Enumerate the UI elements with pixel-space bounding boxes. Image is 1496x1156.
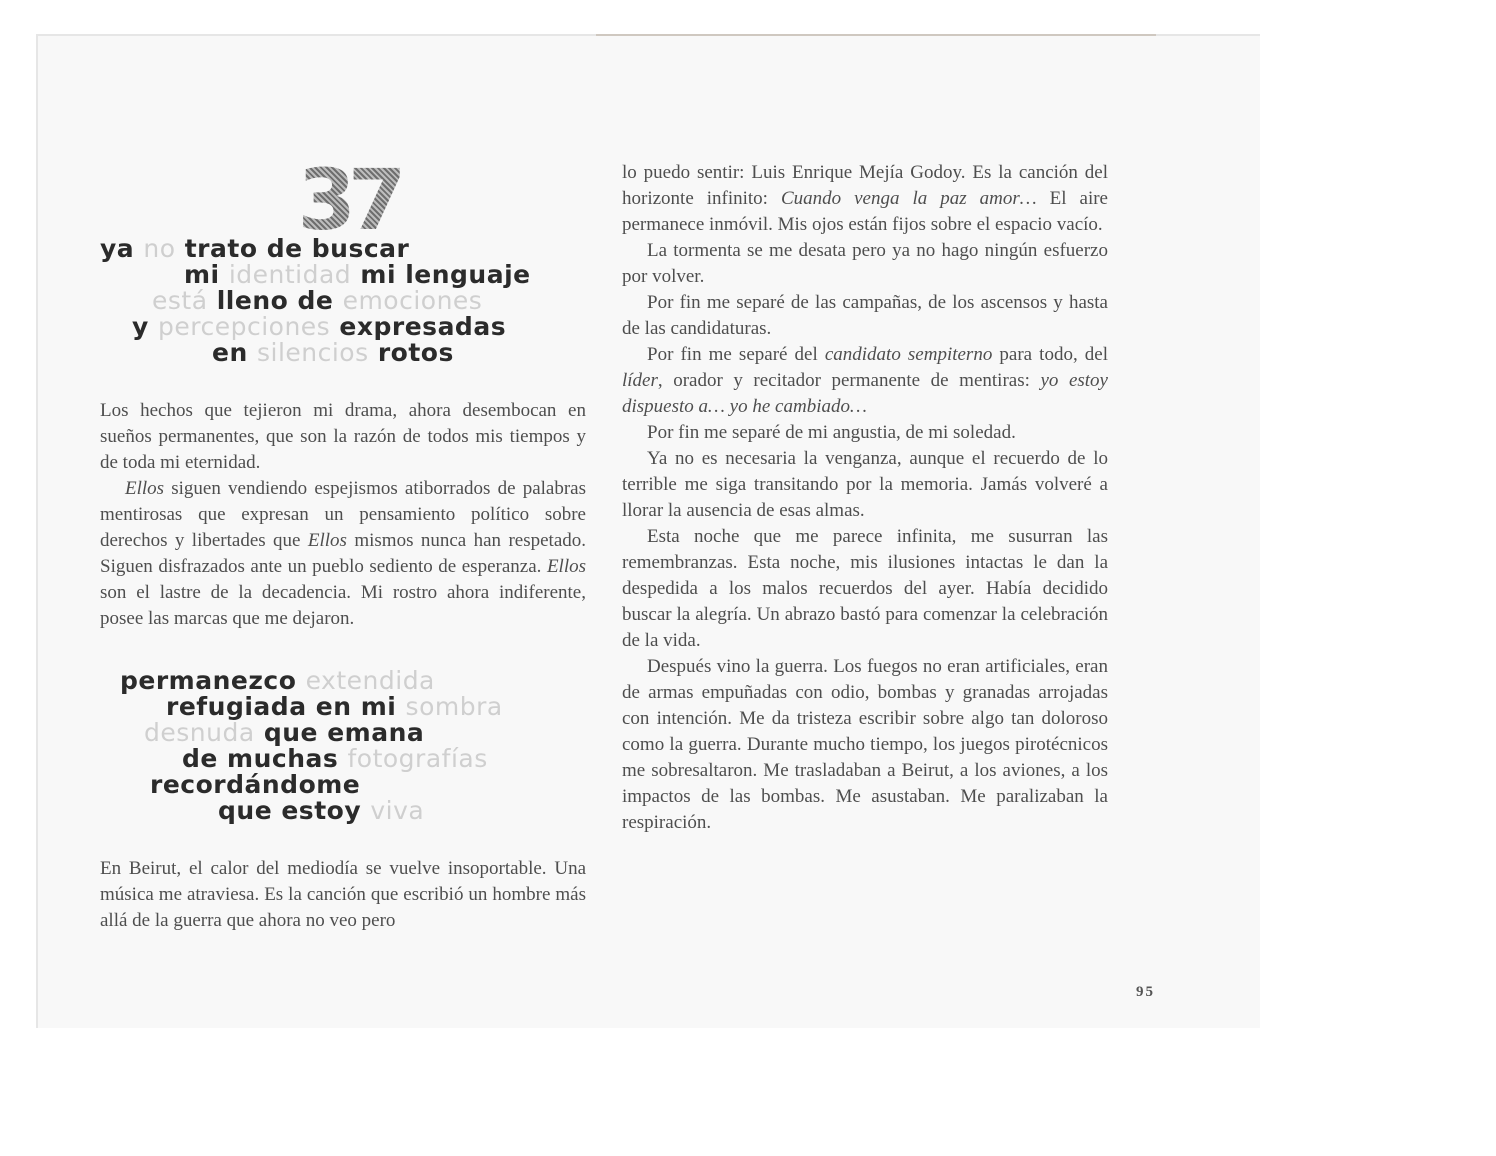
poem1-word: emociones	[342, 286, 483, 315]
text-run: Los hechos que tejieron mi drama, ahora desembocan en sueños permanentes, que son la razón de todos mis tiempos y de toda mi eternidad.	[100, 400, 586, 473]
poem1-word: y	[132, 312, 158, 341]
book-page	[36, 34, 1260, 1028]
left-prose	[100, 398, 586, 632]
poem2-word: permanezco	[120, 666, 306, 695]
poem1-word: expresadas	[330, 312, 507, 341]
poem2-line-1	[100, 668, 586, 694]
text-run: , orador y recitador permanente de mentiras:	[657, 370, 1041, 391]
poem1-word: identidad	[228, 260, 352, 289]
poem-stanza-2	[100, 668, 586, 824]
italic-text: Cuando venga la paz amor…	[780, 188, 1037, 209]
right-paragraph	[622, 446, 1108, 524]
text-run: Después vino la guerra. Los fuegos no eran artificiales, eran de armas empuñadas con odio, bombas y granadas arrojadas con intención. Me da tristeza escribir sobre algo tan doloroso como la guerra. Durante mucho tiempo, los juegos pirotécnicos me sobresaltaron. Me trasladaban a Beirut, a los aviones, a los impactos de las bombas. Me asustaban. Me paralizaban la respiración.	[622, 656, 1108, 833]
poem2-word: refugiada en mi	[166, 692, 406, 721]
right-paragraph	[622, 654, 1108, 836]
text-run: En Beirut, el calor del mediodía se vuelve insoportable. Una música me atraviesa. Es la canción que escribió un hombre más allá de la guerra que ahora no veo pero	[100, 858, 586, 931]
poem2-line-2	[100, 694, 586, 720]
poem1-word: ya	[100, 234, 144, 263]
poem2-word: viva	[370, 796, 425, 825]
right-paragraph	[622, 420, 1108, 446]
poem1-word: percepciones	[158, 312, 331, 341]
poem2-word: extendida	[305, 666, 435, 695]
chapter-number: 37	[228, 160, 468, 240]
left-column	[100, 151, 586, 934]
text-run: Por fin me separé de las campañas, de los ascensos y hasta de las candidaturas.	[622, 292, 1108, 339]
left-prose-2	[100, 856, 586, 934]
poem2-line-6	[100, 798, 586, 824]
poem2-word: fotografías	[347, 744, 488, 773]
text-run: El aire permanece inmóvil. Mis ojos están fijos sobre el espacio vacío.	[622, 188, 1108, 235]
poem2-line-5	[100, 772, 586, 798]
poem2-word: recordándome	[150, 770, 361, 799]
italic-text: Ellos	[125, 478, 165, 499]
poem2-line-4	[100, 746, 586, 772]
poem1-word: lleno de	[207, 286, 343, 315]
right-paragraph	[622, 290, 1108, 342]
right-paragraph	[622, 342, 1108, 420]
poem-stanza-1	[100, 236, 586, 366]
italic-text: candidato sempiterno	[824, 344, 993, 365]
poem1-word: rotos	[368, 338, 454, 367]
poem2-word: desnuda	[144, 718, 255, 747]
poem1-word: trato de buscar	[175, 234, 410, 263]
text-run: Por fin me separé del	[647, 344, 825, 365]
right-paragraph	[622, 524, 1108, 654]
left-paragraph	[100, 476, 586, 632]
text-run: Ya no es necesaria la venganza, aunque el recuerdo de lo terrible me siga transitando por la memoria. Jamás volveré a llorar la ausencia de esas almas.	[622, 448, 1108, 521]
italic-text: líder	[622, 370, 658, 391]
poem2-word: que estoy	[218, 796, 371, 825]
poem1-word: en	[212, 338, 257, 367]
left-paragraph	[100, 398, 586, 476]
poem1-word: mi lenguaje	[351, 260, 531, 289]
text-run: Por fin me separé de mi angustia, de mi soledad.	[647, 422, 1016, 443]
right-paragraph	[622, 160, 1108, 238]
poem2-line-3	[100, 720, 586, 746]
poem1-line-4	[100, 314, 586, 340]
text-run: Esta noche que me parece infinita, me susurran las remembranzas. Esta noche, mis ilusiones intactas le dan la despedida a los malos recuerdos del ayer. Había decidido buscar la alegría. Un abrazo bastó para comenzar la celebración de la vida.	[622, 526, 1108, 651]
poem1-line-2	[100, 262, 586, 288]
italic-text: yo estoy dispuesto a… yo he cambiado…	[622, 370, 1108, 417]
poem1-word: silencios	[256, 338, 369, 367]
right-paragraph	[622, 238, 1108, 290]
right-prose	[622, 160, 1108, 836]
poem1-line-5	[100, 340, 586, 366]
left2-paragraph	[100, 856, 586, 934]
poem2-word: que emana	[254, 718, 425, 747]
italic-text: Ellos	[307, 530, 347, 551]
poem2-word: sombra	[405, 692, 503, 721]
text-run: son el lastre de la decadencia. Mi rostro ahora indiferente, posee las marcas que me dejaron.	[100, 582, 586, 629]
page-number: 95	[1136, 984, 1155, 1000]
poem2-word: de muchas	[182, 744, 348, 773]
right-column	[622, 160, 1108, 836]
poem1-word: está	[152, 286, 208, 315]
text-run: lo puedo sentir: Luis Enrique Mejía Godoy. Es la canción del horizonte infinito:	[622, 162, 1108, 209]
poem1-line-1	[100, 236, 586, 262]
text-run: mismos nunca han respetado. Siguen disfrazados ante un pueblo sediento de esperanza.	[100, 530, 586, 577]
text-run: para todo, del	[992, 344, 1108, 365]
italic-text: Ellos	[546, 556, 586, 577]
poem1-line-3	[100, 288, 586, 314]
text-run: siguen vendiendo espejismos atiborrados de palabras mentirosas que expresan un pensamiento político sobre derechos y libertades que	[100, 478, 586, 551]
page-edge-line	[596, 34, 1156, 36]
poem1-word: no	[143, 234, 176, 263]
text-run: La tormenta se me desata pero ya no hago ningún esfuerzo por volver.	[622, 240, 1108, 287]
poem1-word: mi	[184, 260, 229, 289]
